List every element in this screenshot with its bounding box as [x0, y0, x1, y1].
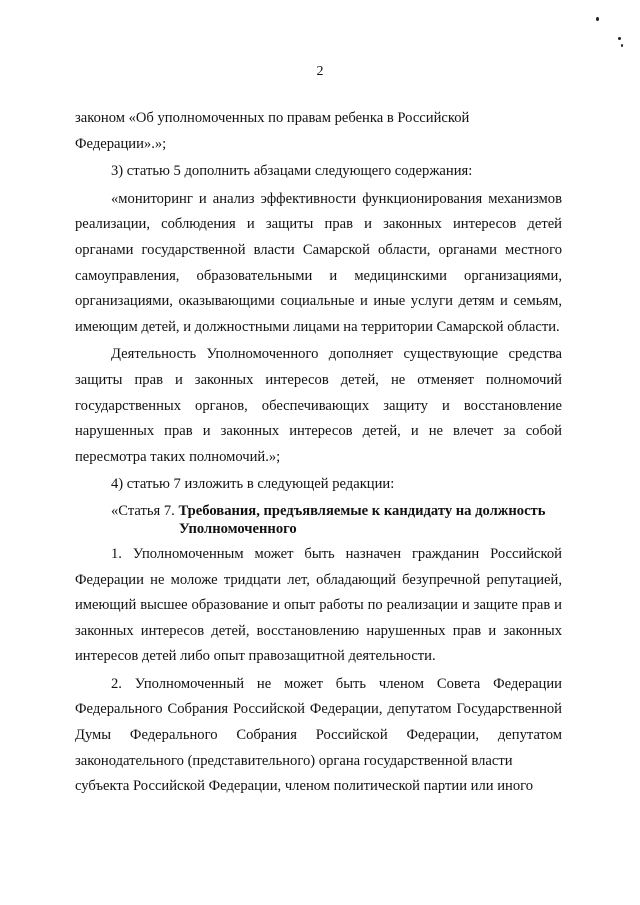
article-title: Требования, предъявляемые к кандидату на должность [178, 502, 546, 519]
document-body [75, 106, 562, 800]
paragraph: Деятельность Уполномоченного дополняет существующие средства защиты прав и законных интересов детей, не отменяет полномочий государственных органов, обеспечивающих защиту и восстановление нарушенных прав и законных интересов детей, и не влечет за собой пересмотра таких полномочий.»; [75, 346, 562, 465]
paragraph: 3) статью 5 дополнить абзацами следующего содержания: [111, 163, 473, 180]
article-lead: «Статья 7. [111, 502, 175, 519]
paragraph: 1. Уполномоченным может быть назначен гражданин Российской Федерации не моложе тридцати лет, обладающий безупречной репутацией, имеющий высшее образование и опыт работы по реализации и защите прав и законных интересов детей, восстановлению нарушенных прав и законных интересов детей либо опыт правозащитной деятельности. [75, 545, 562, 665]
paragraph: 4) статью 7 изложить в следующей редакции: [111, 476, 395, 493]
article-heading [75, 498, 562, 542]
page-number: 2 [316, 64, 324, 79]
paragraph-line: законом «Об уполномоченных по правам ребенка в Российской [75, 110, 470, 126]
paragraph-line: субъекта Российской Федерации, членом политической партии или иного [75, 778, 534, 795]
scan-speck [621, 44, 623, 47]
article-title-continuation: Уполномоченного [179, 520, 297, 537]
paragraph-line: Федерации».»; [75, 135, 167, 152]
scan-speck [618, 37, 621, 40]
paragraph: «мониторинг и анализ эффективности функционирования механизмов реализации, соблюдения и защиты прав и законных интересов детей органами государственной власти Самарской области, органами местного самоуправления, образовательными и медицинскими организациями, организациями, оказывающими социальные и иные услуги детям и семьям, имеющим детей, и должностными лицами на территории Самарской области. [75, 190, 562, 335]
paragraph: 2. Уполномоченный не может быть членом Совета Федерации Федерального Собрания Российской Федерации, депутатом Государственной Думы Федерального Собрания Российской Федерации, депутатом законодательного (представительного) органа государственной власти [75, 675, 562, 769]
scan-speck [596, 17, 599, 21]
